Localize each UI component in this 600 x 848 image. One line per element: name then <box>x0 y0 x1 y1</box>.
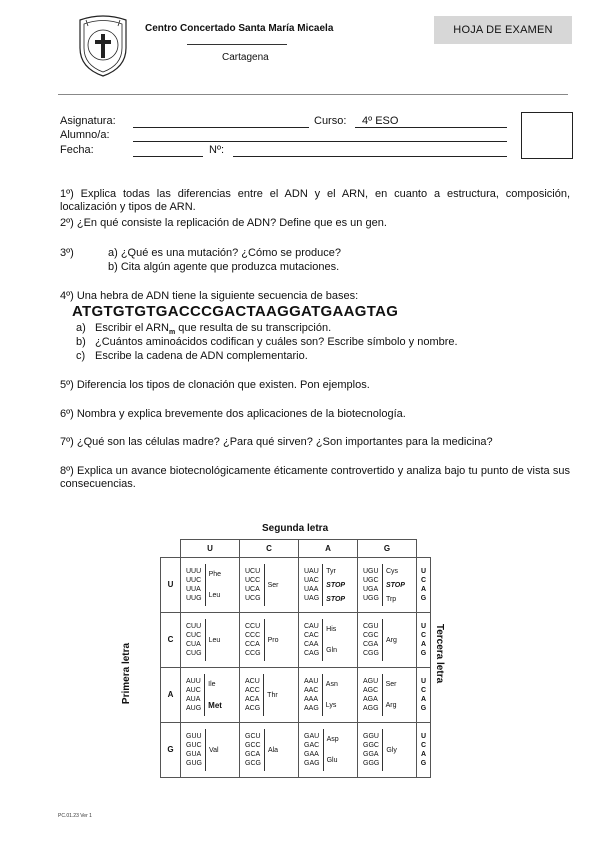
third-letter: C <box>420 742 427 749</box>
amino-acid-label: Leu <box>208 592 221 599</box>
third-letter: U <box>420 733 427 740</box>
codon: GCU <box>245 733 261 740</box>
codon: CCG <box>245 650 261 657</box>
amino-acid-label: Phe <box>208 571 222 578</box>
first-letter-header: G <box>161 723 181 778</box>
divider <box>187 44 287 45</box>
codon: UGU <box>363 568 379 575</box>
question-4a-post: que resulta de su transcripción. <box>175 322 332 334</box>
amino-acid-label: Glu <box>326 757 338 764</box>
question-4b: ¿Cuántos aminoácidos codifican y cuáles son? Escribe símbolo y nombre. <box>95 336 458 348</box>
codon-cell <box>299 558 358 613</box>
fecha-field[interactable] <box>133 156 203 157</box>
codon: UAC <box>304 577 319 584</box>
amino-acid-label: Arg <box>385 702 397 709</box>
question-4c-letter: c) <box>76 350 86 362</box>
codon: CCU <box>245 623 261 630</box>
table-corner <box>417 540 431 558</box>
codon: CUA <box>186 641 201 648</box>
genetic-code-table <box>160 539 431 778</box>
first-letter-header: A <box>161 668 181 723</box>
numero-field[interactable] <box>233 156 507 157</box>
second-letter-header: G <box>358 540 417 558</box>
numero-label: Nº: <box>209 144 225 156</box>
codon: ACU <box>245 678 260 685</box>
codon-cell <box>358 723 417 778</box>
codon: GUC <box>186 742 202 749</box>
dna-sequence: ATGTGTGTGACCCGACTAAGGATGAAGTAG <box>72 303 399 320</box>
codon: GUU <box>186 733 202 740</box>
codon: AUU <box>186 678 201 685</box>
question-4b-letter: b) <box>76 336 86 348</box>
codon: GGG <box>363 760 380 767</box>
amino-acid-label: Asn <box>325 681 338 688</box>
asignatura-label: Asignatura: <box>60 115 116 127</box>
third-letter: U <box>420 678 427 685</box>
codon: GAU <box>304 733 320 740</box>
first-letter-header: C <box>161 613 181 668</box>
third-letter: A <box>420 751 427 758</box>
codon: UCG <box>245 595 261 602</box>
amino-acid-label: Met <box>208 701 222 710</box>
codon-cell <box>240 558 299 613</box>
amino-acid-label: Ala <box>267 746 279 754</box>
amino-acid-label: Ser <box>267 581 279 589</box>
first-letter-header: U <box>161 558 181 613</box>
school-logo <box>74 14 132 85</box>
question-3b: b) Cita algún agente que produzca mutaciones. <box>108 261 340 273</box>
third-letter-column <box>417 723 431 778</box>
city-name: Cartagena <box>222 52 269 63</box>
stop-codon-label: STOP <box>326 581 346 589</box>
codon: AGU <box>363 678 379 685</box>
question-1: 1º) Explica todas las diferencias entre el ADN y el ARN, en cuanto a estructura, composición, localización y tipos de ARN. <box>60 188 570 213</box>
question-5: 5º) Diferencia los tipos de clonación que existen. Pon ejemplos. <box>60 379 370 391</box>
amino-acid-label: Gly <box>386 746 397 754</box>
third-letter-column <box>417 613 431 668</box>
codon: CAG <box>304 650 320 657</box>
amino-acid-label: Gln <box>326 647 338 654</box>
amino-acid-label: Trp <box>385 595 397 603</box>
question-8: 8º) Explica un avance biotecnológicamente éticamente controvertido y analiza bajo tu punto de vista sus consecuencias. <box>60 465 570 490</box>
codon: ACG <box>245 705 261 712</box>
amino-acid-label: Ser <box>385 681 397 688</box>
question-4a-sub: m <box>168 329 176 337</box>
question-4c: Escribe la cadena de ADN complementario. <box>95 350 308 362</box>
codon: CUU <box>186 623 202 630</box>
codon: AGC <box>363 687 379 694</box>
codon: UAG <box>304 595 320 602</box>
primera-letra-label: Primera letra <box>121 642 133 705</box>
question-3-number: 3º) <box>60 247 74 259</box>
codon: GGU <box>363 733 379 740</box>
codon: UAA <box>304 586 319 593</box>
amino-acid-label: Pro <box>267 636 279 644</box>
codon-cell <box>358 668 417 723</box>
question-6: 6º) Nombra y explica brevemente dos aplicaciones de la biotecnología. <box>60 408 406 420</box>
codon: GGC <box>363 742 379 749</box>
codon: CGC <box>363 632 379 639</box>
alumno-field[interactable] <box>133 141 507 142</box>
codon: AUA <box>186 696 201 703</box>
codon: AGG <box>363 705 379 712</box>
codon: AAA <box>304 696 319 703</box>
third-letter: A <box>420 586 427 593</box>
codon: GUG <box>186 760 202 767</box>
codon: CUG <box>186 650 202 657</box>
grade-box[interactable] <box>521 112 573 159</box>
codon: UUG <box>186 595 202 602</box>
codon: GAC <box>304 742 320 749</box>
codon: UAU <box>304 568 319 575</box>
asignatura-field[interactable] <box>133 127 309 128</box>
footer-code: PC.01.23 Ver 1 <box>58 813 92 819</box>
amino-acid-label: Thr <box>267 691 278 699</box>
codon: CUC <box>186 632 202 639</box>
codon: UGG <box>363 595 379 602</box>
codon: GCG <box>245 760 261 767</box>
amino-acid-label: Leu <box>208 636 221 644</box>
codon: UGA <box>363 586 379 593</box>
codon: GAA <box>304 751 319 758</box>
table-corner <box>161 540 181 558</box>
fecha-label: Fecha: <box>60 144 94 156</box>
amino-acid-label: Cys <box>385 567 399 575</box>
codon: GAG <box>304 760 320 767</box>
amino-acid-label: Ile <box>208 681 216 688</box>
codon-cell <box>240 668 299 723</box>
codon: UCU <box>245 568 261 575</box>
tercera-letra-label: Tercera letra <box>434 623 446 684</box>
codon-cell <box>240 613 299 668</box>
codon: GCC <box>245 742 261 749</box>
school-name: Centro Concertado Santa María Micaela <box>145 23 334 34</box>
question-4a-letter: a) <box>76 322 86 334</box>
second-letter-header: A <box>299 540 358 558</box>
codon-cell <box>181 613 240 668</box>
curso-field[interactable] <box>355 127 507 128</box>
header-divider <box>58 94 568 95</box>
codon: UUA <box>186 586 201 593</box>
codon: CGG <box>363 650 379 657</box>
codon: AUC <box>186 687 201 694</box>
codon: CGU <box>363 623 379 630</box>
codon-cell <box>240 723 299 778</box>
amino-acid-label: Asp <box>326 736 339 743</box>
codon-cell <box>299 723 358 778</box>
exam-title: HOJA DE EXAMEN <box>434 16 572 44</box>
codon: AGA <box>363 696 378 703</box>
codon: UUU <box>186 568 202 575</box>
question-4a-pre: Escribir el ARN <box>95 322 169 334</box>
third-letter-column <box>417 558 431 613</box>
codon: UGC <box>363 577 379 584</box>
codon-cell <box>181 558 240 613</box>
codon: AAC <box>304 687 319 694</box>
question-2: 2º) ¿En qué consiste la replicación de ADN? Define que es un gen. <box>60 217 387 229</box>
codon: UUC <box>186 577 202 584</box>
amino-acid-label: Tyr <box>326 567 336 575</box>
third-letter: G <box>420 705 427 712</box>
stop-codon-label: STOP <box>326 595 346 603</box>
alumno-label: Alumno/a: <box>60 129 110 141</box>
third-letter: U <box>420 568 427 575</box>
codon: CAC <box>304 632 319 639</box>
third-letter: C <box>420 687 427 694</box>
third-letter: G <box>420 650 427 657</box>
codon-cell <box>181 723 240 778</box>
codon: GUA <box>186 751 202 758</box>
codon: GCA <box>245 751 261 758</box>
third-letter: C <box>420 577 427 584</box>
amino-acid-label: His <box>326 626 337 633</box>
third-letter-column <box>417 668 431 723</box>
codon: UCA <box>245 586 260 593</box>
third-letter: C <box>420 632 427 639</box>
amino-acid-label: Val <box>208 746 219 754</box>
question-3a: a) ¿Qué es una mutación? ¿Cómo se produce? <box>108 247 341 259</box>
codon: AAU <box>304 678 319 685</box>
codon: CCA <box>245 641 260 648</box>
codon: CAU <box>304 623 319 630</box>
second-letter-header: U <box>181 540 240 558</box>
codon-cell <box>358 613 417 668</box>
codon-cell <box>358 558 417 613</box>
third-letter: A <box>420 696 427 703</box>
question-4: 4º) Una hebra de ADN tiene la siguiente secuencia de bases: <box>60 290 359 302</box>
codon: CGA <box>363 641 379 648</box>
codon: UCC <box>245 577 261 584</box>
curso-value: 4º ESO <box>362 115 399 127</box>
curso-label: Curso: <box>314 115 347 127</box>
question-7: 7º) ¿Qué son las células madre? ¿Para qué sirven? ¿Son importantes para la medicina? <box>60 436 493 448</box>
codon: CCC <box>245 632 261 639</box>
codon: AAG <box>304 705 319 712</box>
codon: AUG <box>186 705 202 712</box>
segunda-letra-label: Segunda letra <box>262 523 329 534</box>
second-letter-header: C <box>240 540 299 558</box>
codon: CAA <box>304 641 319 648</box>
third-letter: G <box>420 760 427 767</box>
codon: ACA <box>245 696 260 703</box>
third-letter: U <box>420 623 427 630</box>
third-letter: A <box>420 641 427 648</box>
codon-cell <box>181 668 240 723</box>
codon: ACC <box>245 687 260 694</box>
amino-acid-label: Arg <box>385 636 397 644</box>
stop-codon-label: STOP <box>385 581 405 589</box>
third-letter: G <box>420 595 427 602</box>
codon-cell <box>299 613 358 668</box>
codon: GGA <box>363 751 379 758</box>
amino-acid-label: Lys <box>325 702 337 709</box>
codon-cell <box>299 668 358 723</box>
